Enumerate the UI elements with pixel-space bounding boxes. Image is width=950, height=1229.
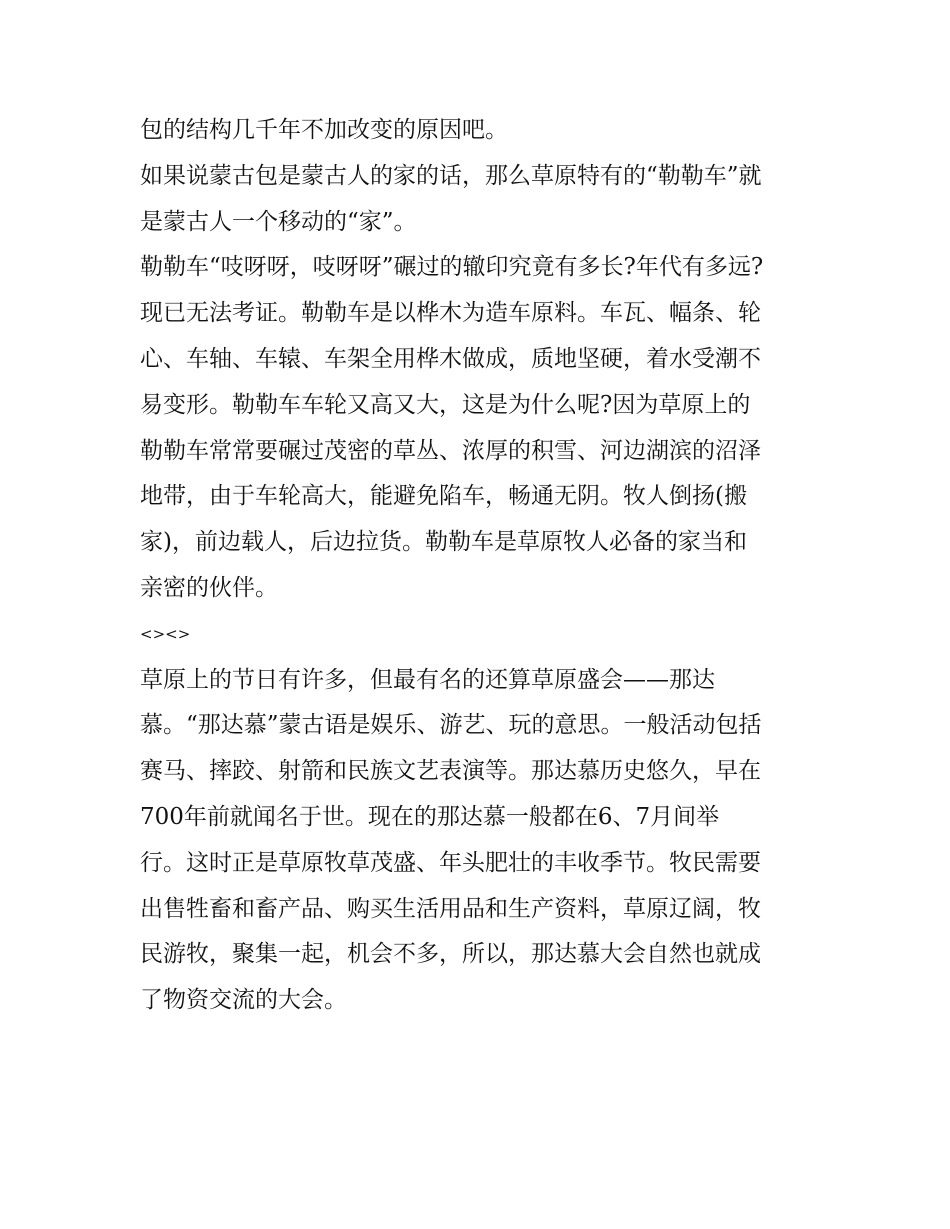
text-line: 700年前就闻名于世。现在的那达慕一般都在6、7月间举	[140, 803, 720, 830]
text-line: 慕。“那达慕”蒙古语是娱乐、游艺、玩的意思。一般活动包括	[140, 712, 762, 739]
text-line: 心、车轴、车辕、车架全用桦木做成，质地坚硬，着水受潮不	[140, 345, 761, 372]
text-line: 出售牲畜和畜产品、购买生活用品和生产资料，草原辽阔，牧	[140, 895, 761, 922]
text-line: 亲密的伙伴。	[140, 574, 278, 601]
text-line: 现已无法考证。勒勒车是以桦木为造车原料。车瓦、幅条、轮	[140, 300, 761, 327]
document-body	[140, 108, 820, 1024]
text-line: 勒勒车常常要碾过茂密的草丛、浓厚的积雪、河边湖滨的沼泽	[140, 437, 761, 464]
text-line: 地带，由于车轮高大，能避免陷车，畅通无阴。牧人倒扬(搬	[140, 483, 747, 510]
text-line: 草原上的节日有许多，但最有名的还算草原盛会——那达	[140, 666, 715, 693]
text-line: 赛马、摔跤、射箭和民族文艺表演等。那达慕历史悠久，早在	[140, 758, 761, 785]
text-line: 勒勒车“吱呀呀，吱呀呀”碾过的辙印究竟有多长?年代有多远?	[140, 254, 764, 281]
text-line: 易变形。勒勒车车轮又高又大，这是为什么呢?因为草原上的	[140, 391, 751, 418]
text-line: 是蒙古人一个移动的“家”。	[140, 208, 417, 235]
text-line: 如果说蒙古包是蒙古人的家的话，那么草原特有的“勒勒车”就	[140, 162, 762, 189]
text-line: 包的结构几千年不加改变的原因吧。	[140, 117, 508, 143]
text-line: 行。这时正是草原牧草茂盛、年头肥壮的丰收季节。牧民需要	[140, 849, 761, 876]
text-line: 家)，前边载人，后边拉货。勒勒车是草原牧人必备的家当和	[140, 529, 747, 556]
text-line: 了物资交流的大会。	[140, 987, 347, 1014]
text-line: 民游牧，聚集一起，机会不多，所以，那达慕大会自然也就成	[140, 941, 761, 968]
section-separator: <><>	[140, 624, 191, 643]
